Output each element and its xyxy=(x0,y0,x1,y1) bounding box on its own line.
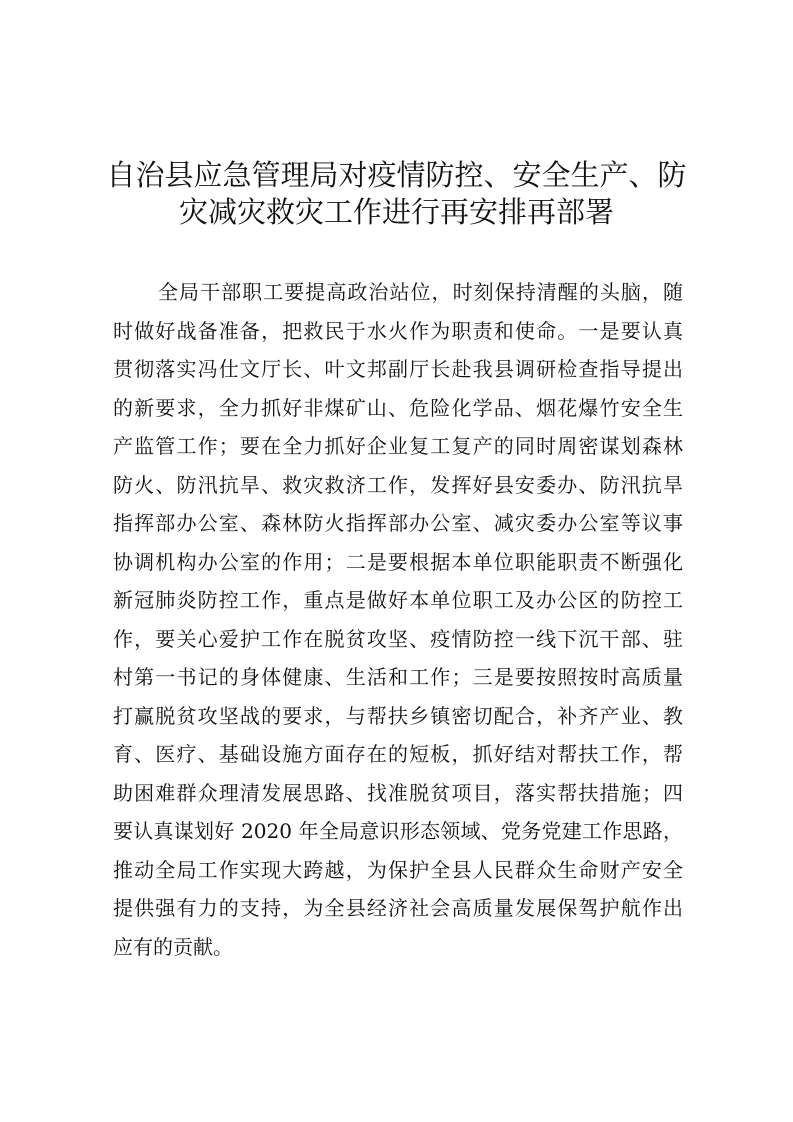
title-line: 灾减灾救灾工作进行再安排再部署 xyxy=(178,195,614,229)
body-line: 提供强有力的支持，为全县经济社会高质量发展保驾护航作出 xyxy=(113,896,683,920)
title-line: 自治县应急管理局对疫情防控、安全生产、防 xyxy=(106,158,687,192)
body-line: 应有的贡献。 xyxy=(113,934,233,959)
body-line: 指挥部办公室、森林防火指挥部办公室、减灾委办公室等议事 xyxy=(113,511,683,535)
body-line: 助困难群众理清发展思路、找准脱贫项目，落实帮扶措施；四 xyxy=(113,780,683,805)
document-title xyxy=(0,157,793,231)
document-body xyxy=(113,273,683,966)
body-line: 的新要求，全力抓好非煤矿山、危险化学品、烟花爆竹安全生 xyxy=(113,395,683,420)
body-line: 贯彻落实冯仕文厅长、叶文邦副厅长赴我县调研检查指导提出 xyxy=(113,357,683,381)
body-line: 育、医疗、基础设施方面存在的短板，抓好结对帮扶工作，帮 xyxy=(113,742,683,766)
body-line: 打赢脱贫攻坚战的要求，与帮扶乡镇密切配合，补齐产业、教 xyxy=(113,703,683,728)
body-line: 全局干部职工要提高政治站位，时刻保持清醒的头脑，随 xyxy=(158,280,683,304)
body-line: 时做好战备准备，把救民于水火作为职责和使命。一是要认真 xyxy=(113,318,683,343)
body-line: 防火、防汛抗旱、救灾救济工作，发挥好县安委办、防汛抗旱 xyxy=(113,472,683,497)
body-line: 新冠肺炎防控工作，重点是做好本单位职工及办公区的防控工 xyxy=(113,588,683,612)
body-line: 产监管工作；要在全力抓好企业复工复产的同时周密谋划森林 xyxy=(113,434,683,458)
body-line: 村第一书记的身体健康、生活和工作；三是要按照按时高质量 xyxy=(113,665,683,689)
body-line: 协调机构办公室的作用；二是要根据本单位职能职责不断强化 xyxy=(113,549,683,574)
body-line: 作，要关心爱护工作在脱贫攻坚、疫情防控一线下沉干部、驻 xyxy=(113,626,683,651)
body-line: 要认真谋划好 2020 年全局意识形态领域、党务党建工作思路， xyxy=(113,819,683,843)
body-line: 推动全局工作实现大跨越，为保护全县人民群众生命财产安全 xyxy=(113,857,683,882)
